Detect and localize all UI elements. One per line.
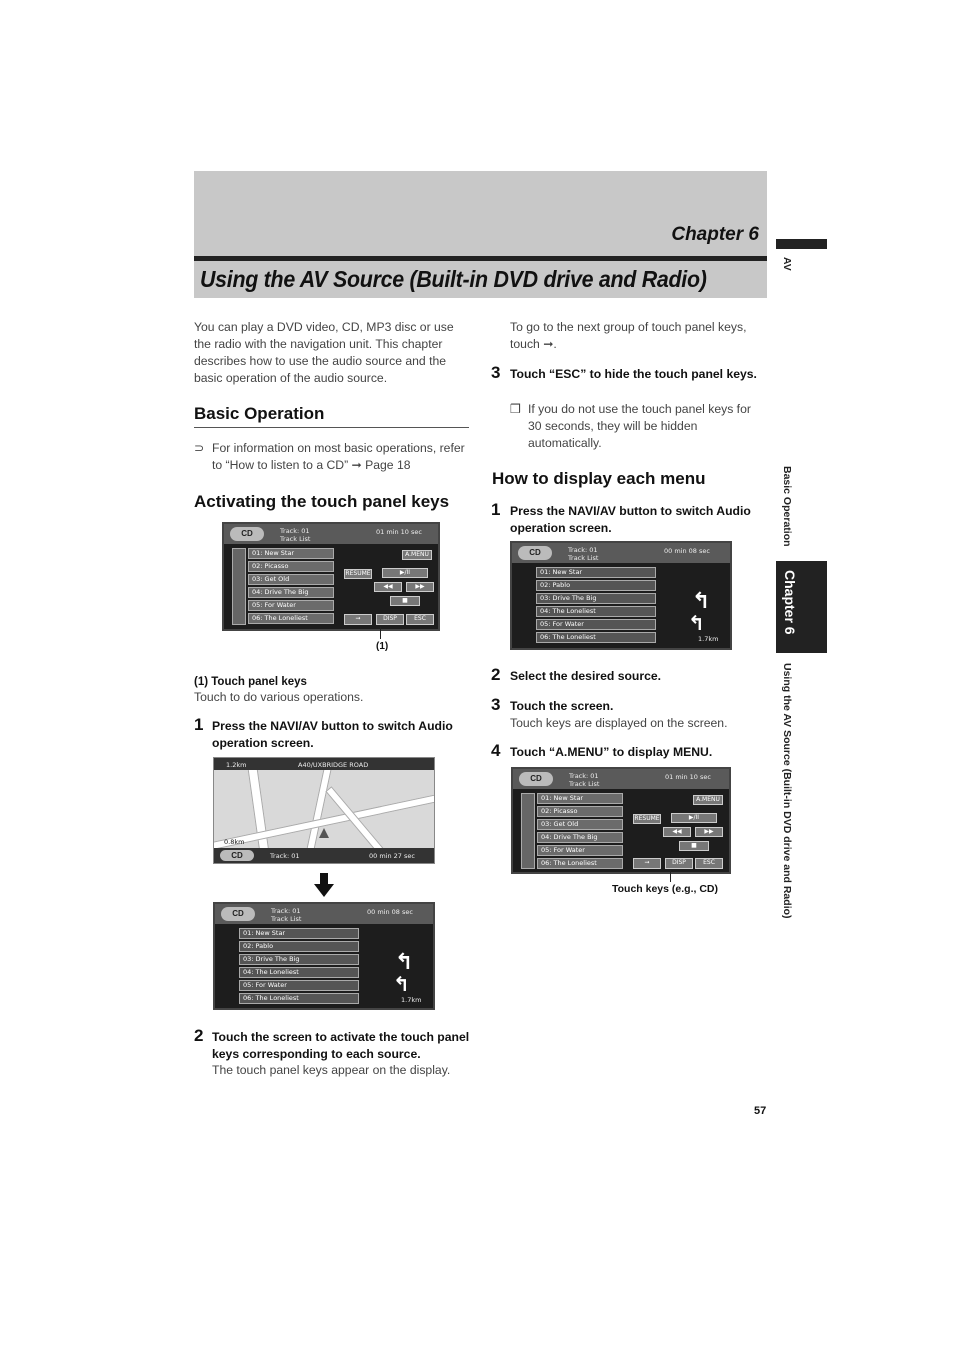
cd-logo: CD: [220, 850, 254, 861]
turn-left-icon: ↰: [688, 613, 705, 635]
basic-operation-note: For information on most basic operations, refer to “How to listen to a CD” ➞ Page 18: [212, 441, 465, 472]
touch-panel-screen: [222, 522, 440, 631]
disp-button[interactable]: DISP: [376, 614, 404, 625]
esc-button[interactable]: ESC: [406, 614, 434, 625]
header-rule: [194, 256, 767, 261]
basic-operation-heading: Basic Operation: [194, 404, 325, 423]
playback-time: 00 min 27 sec: [369, 852, 415, 860]
callout-line: [670, 870, 671, 882]
list-item[interactable]: 05: For Water: [537, 845, 623, 856]
next-group-arrow-button[interactable]: ➞: [633, 858, 661, 869]
list-item[interactable]: 06: The Loneliest: [536, 632, 656, 643]
next-group-note: To go to the next group of touch panel keys, touch ➞.: [510, 320, 747, 351]
cd-logo: CD: [221, 907, 255, 921]
cd-logo: CD: [518, 546, 552, 560]
side-section-label: Basic Operation: [781, 466, 793, 547]
play-pause-button[interactable]: ▶/II: [671, 813, 717, 823]
side-tab-av: AV: [781, 257, 793, 271]
next-track-button[interactable]: ▶▶: [406, 582, 434, 592]
list-item[interactable]: 06: The Loneliest: [248, 613, 334, 624]
scrollbar[interactable]: [521, 793, 535, 869]
play-pause-button[interactable]: ▶/II: [382, 568, 428, 578]
step-text: Press the NAVI/AV button to switch Audio operation screen.: [510, 504, 751, 535]
playback-time: 00 min 08 sec: [367, 908, 413, 916]
section-rule: [194, 427, 469, 428]
track-list-label: Track List: [280, 535, 311, 543]
audio-operation-screen: [510, 541, 732, 650]
touch-keys-screen: [511, 767, 731, 874]
esc-button[interactable]: ESC: [695, 858, 723, 869]
track-list-label: Track List: [568, 554, 599, 562]
list-item[interactable]: 02: Pablo: [536, 580, 656, 591]
list-item[interactable]: 01: New Star: [239, 928, 359, 939]
menu-heading: How to display each menu: [492, 469, 706, 488]
next-group-arrow-button[interactable]: ➞: [344, 614, 372, 625]
touch-keys-caption: Touch keys (e.g., CD): [612, 883, 718, 895]
list-item[interactable]: 05: For Water: [239, 980, 359, 991]
playback-time: 01 min 10 sec: [665, 773, 711, 781]
list-item[interactable]: 01: New Star: [536, 567, 656, 578]
caption-title: (1) Touch panel keys: [194, 676, 307, 688]
side-chapter-label: Chapter 6: [782, 570, 798, 635]
navigation-map-screen: [213, 757, 435, 864]
next-turn-distance: 1.7km: [698, 635, 719, 643]
step-note: Touch keys are displayed on the screen.: [510, 716, 728, 730]
list-item[interactable]: 06: The Loneliest: [537, 858, 623, 869]
down-arrow-icon: [314, 873, 334, 902]
cd-logo: CD: [519, 772, 553, 786]
turn-left-icon: ↰: [395, 949, 414, 974]
step-number: 2: [194, 1026, 204, 1045]
note-bullet-icon: ❒: [510, 402, 521, 416]
activating-heading: Activating the touch panel keys: [194, 492, 450, 511]
list-item[interactable]: 03: Get Old: [248, 574, 334, 585]
side-tab-marker: [776, 239, 827, 249]
step-number: 4: [491, 741, 501, 760]
track-number: Track: 01: [569, 772, 599, 780]
map-distance-2: 0.8km: [224, 838, 245, 846]
step-number: 1: [491, 500, 501, 519]
list-item[interactable]: 05: For Water: [248, 600, 334, 611]
step-text: Touch the screen to activate the touch panel keys corresponding to each source.: [212, 1030, 470, 1061]
list-item[interactable]: 01: New Star: [248, 548, 334, 559]
turn-left-icon: ↰: [393, 974, 410, 996]
audio-operation-screen: [213, 902, 435, 1010]
callout-line: [380, 627, 381, 639]
list-item[interactable]: 04: Drive The Big: [537, 832, 623, 843]
step-note: If you do not use the touch panel keys for 30 seconds, they will be hidden automatically.: [528, 402, 751, 450]
step-number: 1: [194, 715, 204, 734]
disp-button[interactable]: DISP: [665, 858, 693, 869]
map-distance-1: 1.2km: [226, 761, 247, 769]
list-item[interactable]: 03: Get Old: [537, 819, 623, 830]
previous-track-button[interactable]: ◀◀: [374, 582, 402, 592]
step-text: Touch “A.MENU” to display MENU.: [510, 745, 713, 759]
track-list-label: Track List: [569, 780, 600, 788]
page-title: Using the AV Source (Built-in DVD drive and Radio): [200, 266, 707, 292]
vehicle-position-icon: [319, 828, 329, 838]
playback-time: 00 min 08 sec: [664, 547, 710, 555]
cd-logo: CD: [230, 527, 264, 541]
callout-label: (1): [376, 641, 389, 652]
track-number: Track: 01: [568, 546, 598, 554]
list-item[interactable]: 04: Drive The Big: [248, 587, 334, 598]
list-item[interactable]: 02: Picasso: [537, 806, 623, 817]
scrollbar[interactable]: [232, 548, 246, 625]
resume-button[interactable]: RESUME: [345, 570, 371, 577]
stop-button[interactable]: ■: [679, 841, 709, 851]
page-number: 57: [754, 1105, 767, 1117]
chapter-label: Chapter 6: [671, 224, 759, 245]
next-turn-distance: 1.7km: [401, 996, 422, 1004]
list-item[interactable]: 04: The Loneliest: [239, 967, 359, 978]
list-item[interactable]: 02: Pablo: [239, 941, 359, 952]
list-item[interactable]: 05: For Water: [536, 619, 656, 630]
track-number: Track: 01: [270, 852, 300, 860]
track-number: Track: 01: [271, 907, 301, 915]
list-item[interactable]: 06: The Loneliest: [239, 993, 359, 1004]
list-item[interactable]: 04: The Loneliest: [536, 606, 656, 617]
list-item[interactable]: 02: Picasso: [248, 561, 334, 572]
step-number: 3: [491, 695, 501, 714]
list-item[interactable]: 03: Drive The Big: [536, 593, 656, 604]
map-road-name: A40/UXBRIDGE ROAD: [298, 761, 369, 769]
stop-button[interactable]: ■: [390, 596, 420, 606]
intro-paragraph: You can play a DVD video, CD, MP3 disc or use the radio with the navigation unit. This chapter describes how to use the audio source and the basic operation of the audio source.: [194, 320, 454, 385]
track-list-label: Track List: [271, 915, 302, 923]
caption-text: Touch to do various operations.: [194, 690, 364, 704]
track-number: Track: 01: [280, 527, 310, 535]
step-number: 2: [491, 665, 501, 684]
turn-left-icon: ↰: [692, 588, 711, 613]
playback-time: 01 min 10 sec: [376, 528, 422, 536]
step-text: Select the desired source.: [510, 669, 662, 683]
amenu-button[interactable]: A.MENU: [693, 795, 723, 805]
step-text: Touch the screen.: [510, 699, 614, 713]
step-text: Touch “ESC” to hide the touch panel keys.: [510, 367, 757, 381]
list-item[interactable]: 03: Drive The Big: [239, 954, 359, 965]
step-text: Press the NAVI/AV button to switch Audio operation screen.: [212, 719, 453, 750]
resume-button[interactable]: RESUME: [634, 815, 660, 822]
next-track-button[interactable]: ▶▶: [695, 827, 723, 837]
previous-track-button[interactable]: ◀◀: [663, 827, 691, 837]
amenu-button[interactable]: A.MENU: [402, 550, 432, 560]
list-item[interactable]: 01: New Star: [537, 793, 623, 804]
step-note: The touch panel keys appear on the display.: [212, 1063, 451, 1077]
side-running-title: Using the AV Source (Built-in DVD drive and Radio): [781, 663, 793, 919]
note-arrow-icon: ⊃: [194, 441, 205, 455]
step-number: 3: [491, 363, 501, 382]
